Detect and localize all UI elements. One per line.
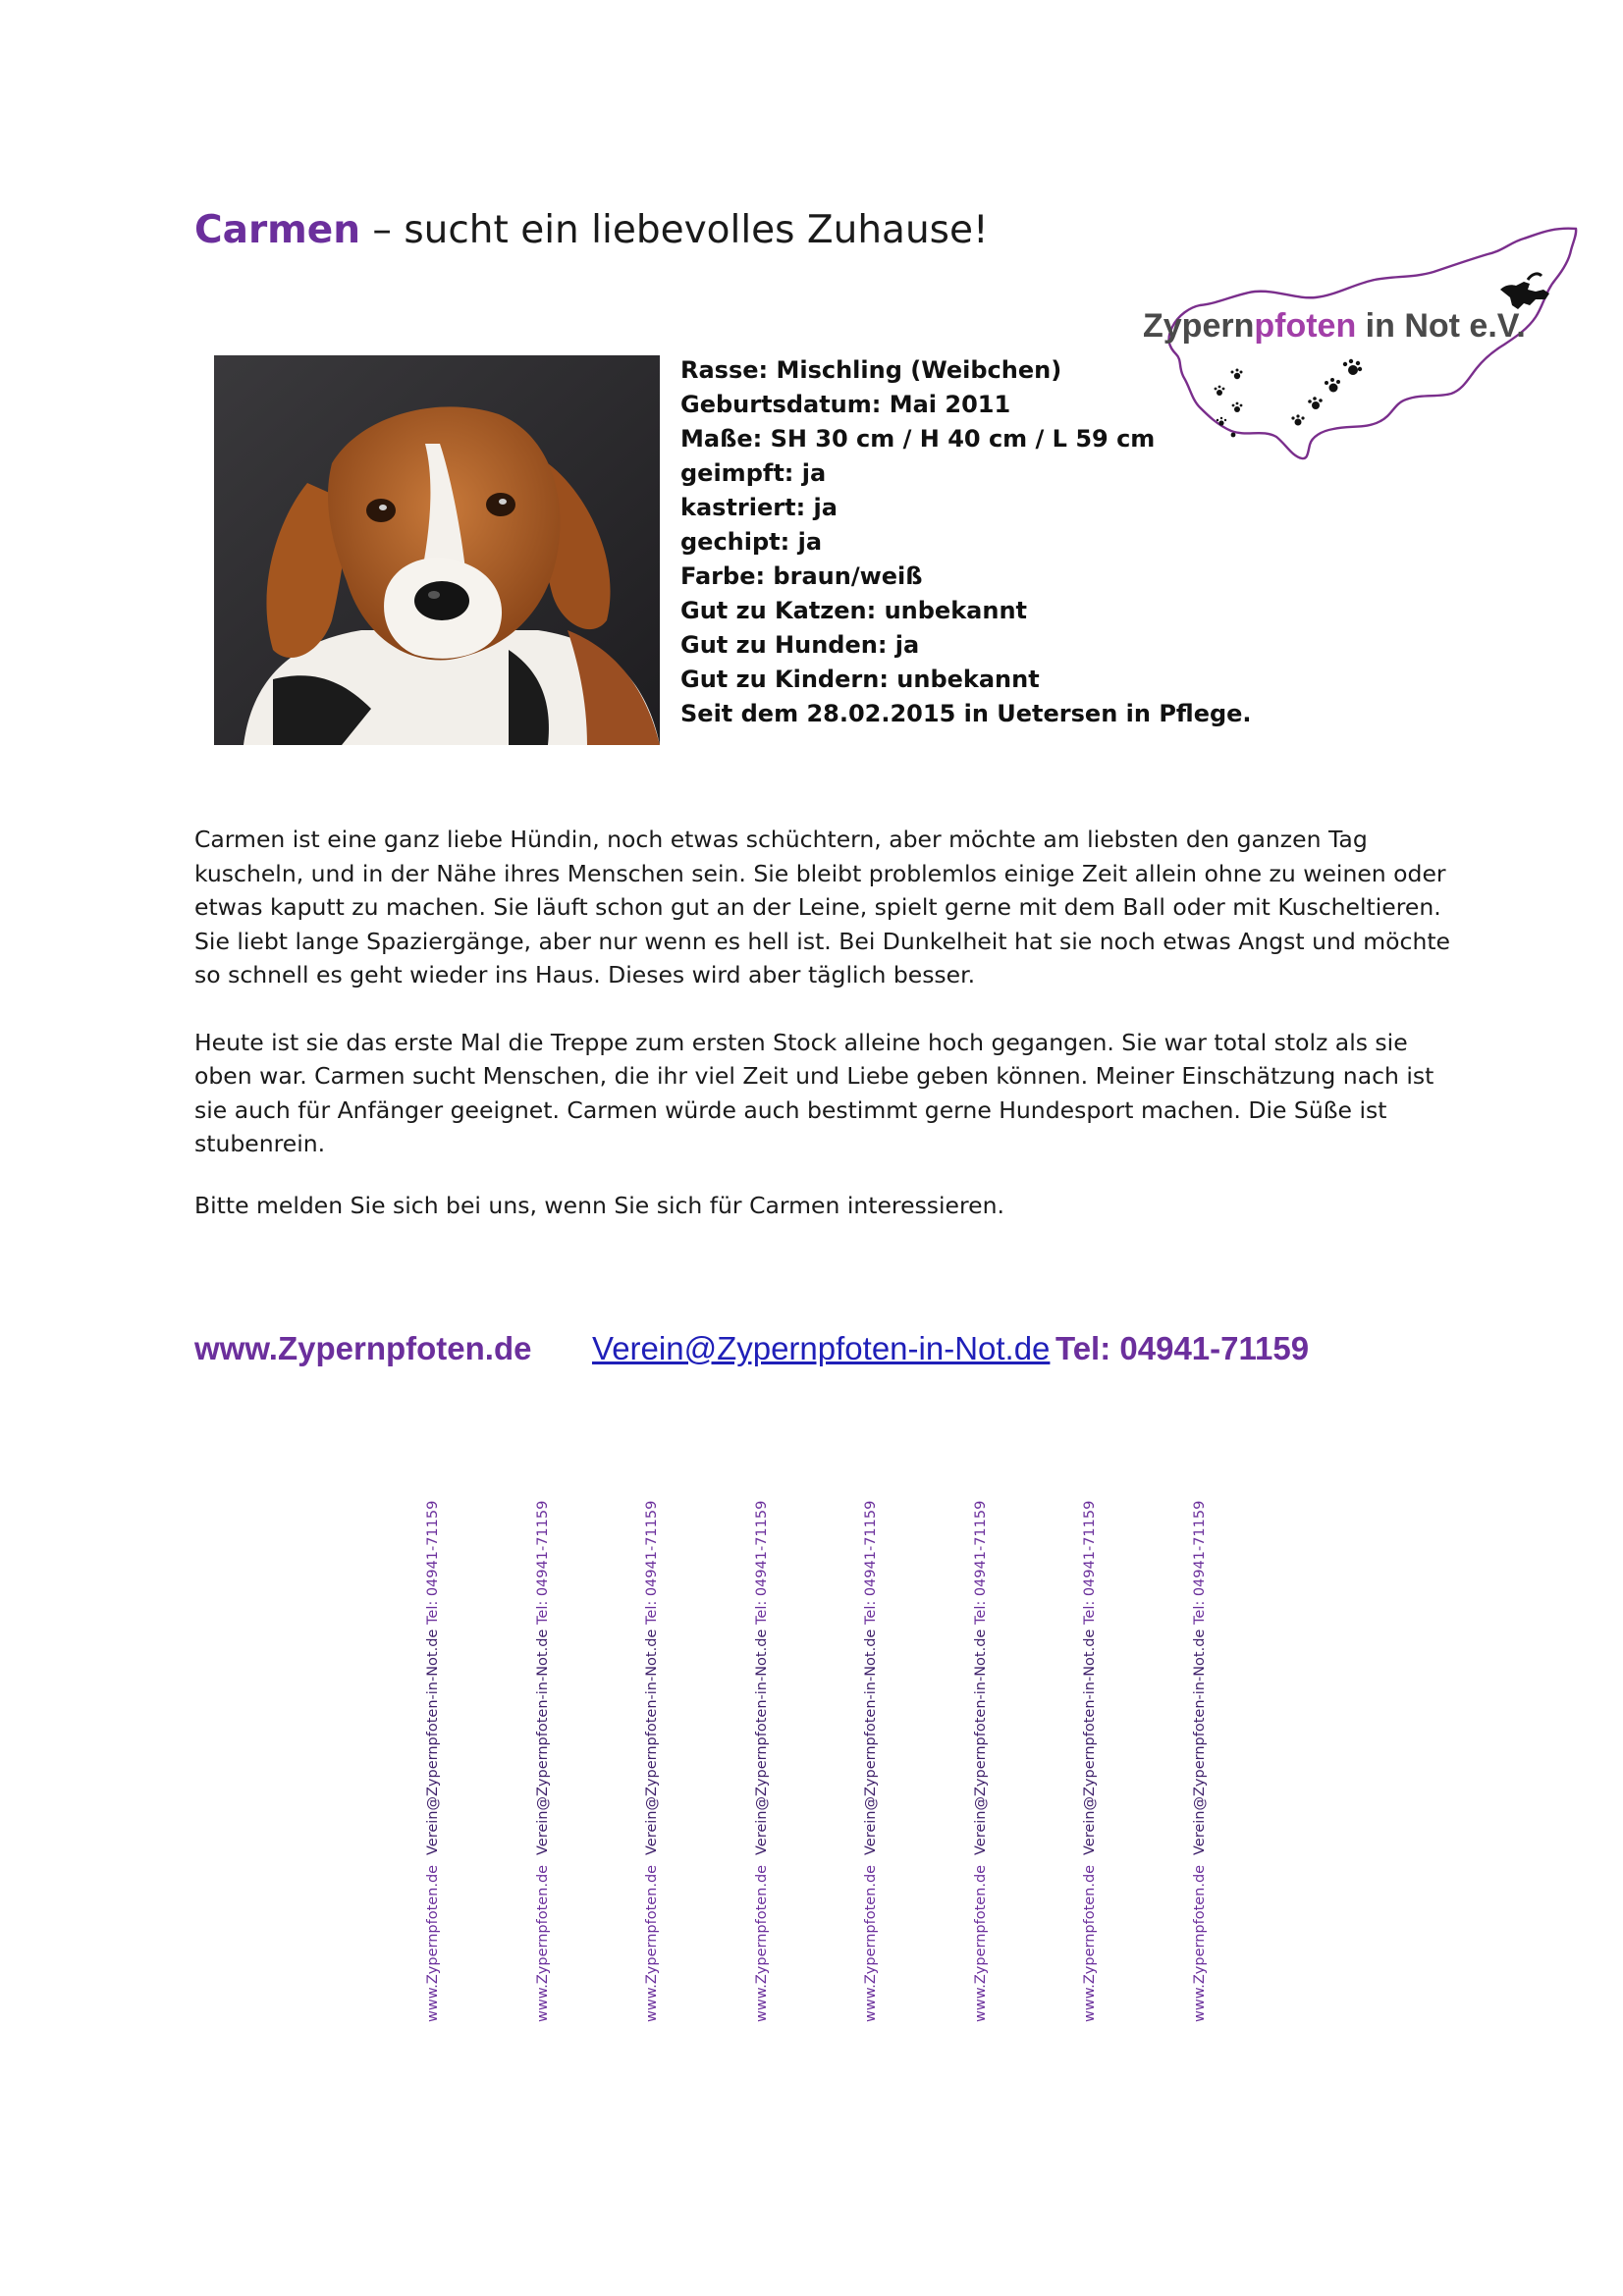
tear-off-email: Verein@Zypernpfoten-in-Not.de — [753, 1629, 770, 1855]
tear-off-website: www.Zypernpfoten.de — [425, 1864, 441, 2022]
tear-off-email: Verein@Zypernpfoten-in-Not.de — [863, 1629, 879, 1855]
fact-foster: Seit dem 28.02.2015 in Uetersen in Pflege. — [680, 700, 1252, 727]
fact-breed: Rasse: Mischling (Weibchen) — [680, 356, 1062, 384]
fact-neutered: kastriert: ja — [680, 494, 838, 521]
tear-off-email: Verein@Zypernpfoten-in-Not.de — [425, 1629, 441, 1855]
logo-text: Zypernpfoten in Not e.V. — [1143, 307, 1526, 345]
fact-dogs: Gut zu Hunden: ja — [680, 631, 920, 659]
page-title — [194, 208, 989, 252]
tear-off-strip — [965, 1502, 995, 2022]
dog-photo — [214, 355, 660, 745]
description-text — [194, 823, 1451, 1255]
contact-line — [194, 1330, 1310, 1367]
tear-off-strip — [746, 1502, 776, 2022]
fact-children: Gut zu Kindern: unbekannt — [680, 666, 1040, 693]
tear-off-website: www.Zypernpfoten.de — [1082, 1864, 1098, 2022]
dog-facts-list — [680, 353, 1252, 731]
tear-off-strip — [1074, 1502, 1104, 2022]
tear-off-phone: Tel: 04941-71159 — [753, 1500, 770, 1625]
tear-off-phone: Tel: 04941-71159 — [972, 1500, 989, 1625]
tear-off-website: www.Zypernpfoten.de — [863, 1864, 879, 2022]
tear-off-phone: Tel: 04941-71159 — [1082, 1500, 1098, 1625]
fact-color: Farbe: braun/weiß — [680, 562, 923, 590]
description-paragraph-1: Carmen ist eine ganz liebe Hündin, noch etwas schüchtern, aber möchte am liebsten den ganzen Tag kuscheln, und in der Nähe ihres Menschen sein. Sie bleibt problemlos einige Zeit allein ohne zu weinen oder etwas kaputt zu machen. Sie läuft schon gut an der Leine, spielt gerne mit dem Ball oder mit Kuscheltieren. Sie liebt lange Spaziergänge, aber nur wenn es hell ist. Bei Dunkelheit hat sie noch etwas Angst und möchte so schnell es geht wieder ins Haus. Dieses wird aber täglich besser. — [194, 826, 1451, 988]
tear-off-website: www.Zypernpfoten.de — [644, 1864, 660, 2022]
fact-birthdate: Geburtsdatum: Mai 2011 — [680, 391, 1011, 418]
tear-off-website: www.Zypernpfoten.de — [753, 1864, 770, 2022]
tear-off-website: www.Zypernpfoten.de — [972, 1864, 989, 2022]
fact-chipped: gechipt: ja — [680, 528, 823, 556]
email-link[interactable]: Verein@Zypernpfoten-in-Not.de — [592, 1330, 1051, 1366]
title-subtitle: – sucht ein liebevolles Zuhause! — [360, 208, 989, 252]
description-paragraph-3: Bitte melden Sie sich bei uns, wenn Sie sich für Carmen interessieren. — [194, 1191, 1004, 1219]
fact-vaccinated: geimpft: ja — [680, 459, 827, 487]
tear-off-phone: Tel: 04941-71159 — [1191, 1500, 1208, 1625]
fact-measurements: Maße: SH 30 cm / H 40 cm / L 59 cm — [680, 425, 1156, 453]
tear-off-strip — [527, 1502, 557, 2022]
tear-off-website: www.Zypernpfoten.de — [534, 1864, 551, 2022]
tear-off-email: Verein@Zypernpfoten-in-Not.de — [972, 1629, 989, 1855]
tear-off-phone: Tel: 04941-71159 — [863, 1500, 879, 1625]
phone-text: Tel: 04941-71159 — [1055, 1330, 1310, 1366]
tear-off-email: Verein@Zypernpfoten-in-Not.de — [534, 1629, 551, 1855]
tear-off-phone: Tel: 04941-71159 — [425, 1500, 441, 1625]
tear-off-strip — [417, 1502, 447, 2022]
website-text: www.Zypernpfoten.de — [194, 1330, 532, 1366]
tear-off-phone: Tel: 04941-71159 — [534, 1500, 551, 1625]
tear-off-website: www.Zypernpfoten.de — [1191, 1864, 1208, 2022]
tear-off-email: Verein@Zypernpfoten-in-Not.de — [1082, 1629, 1098, 1855]
dog-image — [214, 355, 660, 745]
dog-name: Carmen — [194, 208, 361, 252]
fact-cats: Gut zu Katzen: unbekannt — [680, 597, 1028, 624]
tear-off-email: Verein@Zypernpfoten-in-Not.de — [1191, 1629, 1208, 1855]
description-paragraph-2: Heute ist sie das erste Mal die Treppe zum ersten Stock alleine hoch gegangen. Sie war total stolz als sie oben war. Carmen sucht Menschen, die ihr viel Zeit und Liebe geben können. Meiner Einschätzung nach ist sie auch für Anfänger geeignet. Carmen würde auch bestimmt gerne Hundesport machen. Die Süße ist stubenrein. — [194, 1028, 1434, 1157]
tear-off-email: Verein@Zypernpfoten-in-Not.de — [644, 1629, 660, 1855]
tear-off-strip — [636, 1502, 666, 2022]
tear-off-strip — [1184, 1502, 1214, 2022]
tear-off-phone: Tel: 04941-71159 — [644, 1500, 660, 1625]
tear-off-strip — [855, 1502, 885, 2022]
